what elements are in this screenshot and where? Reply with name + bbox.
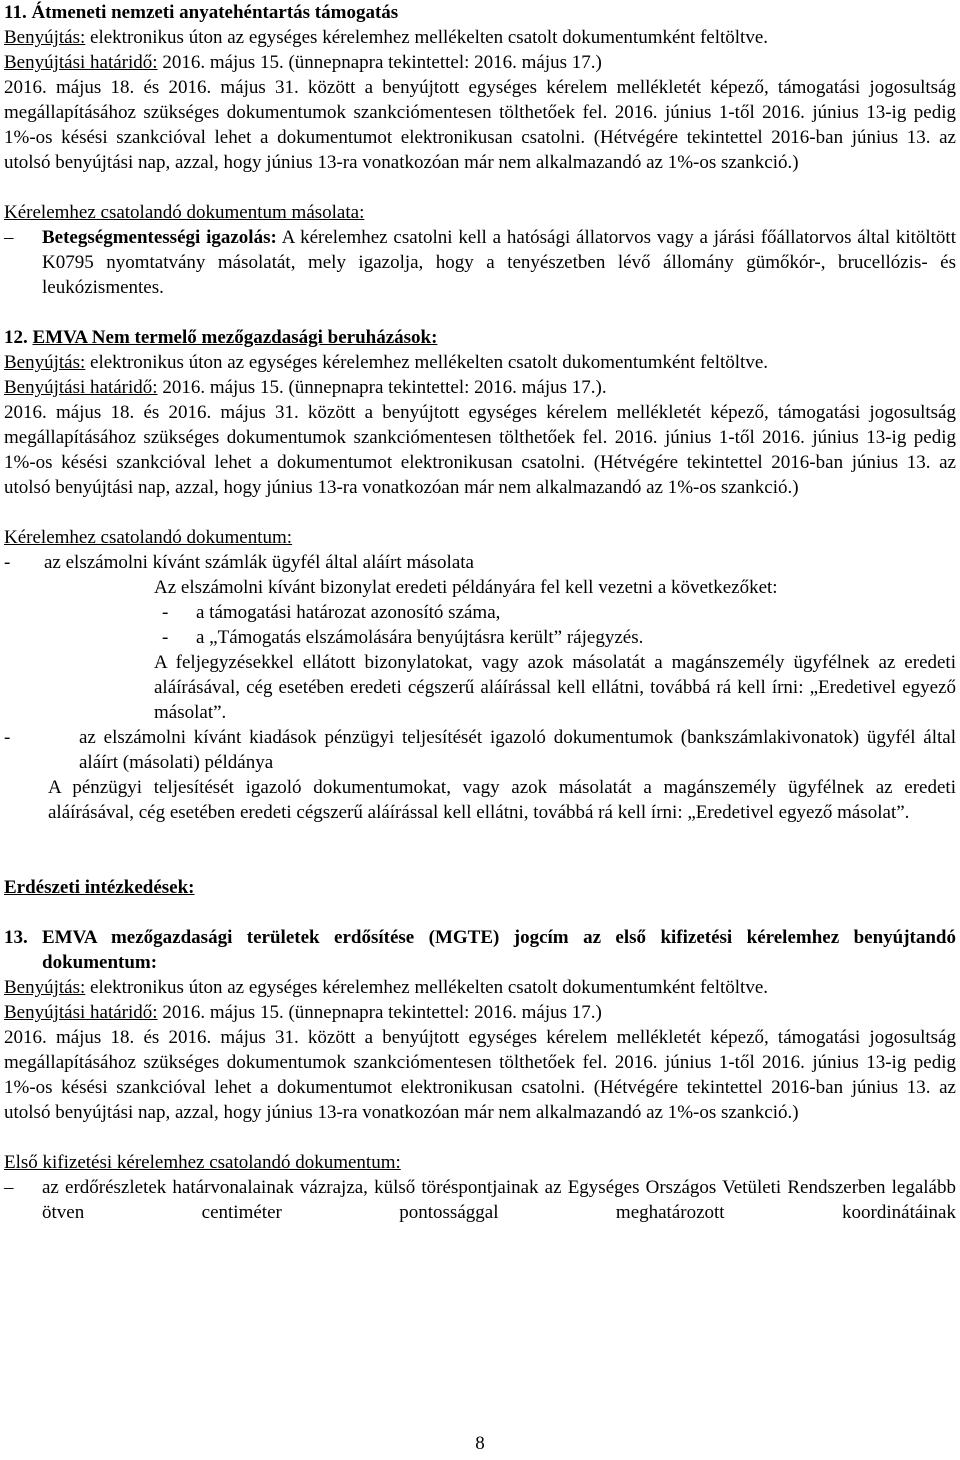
section-11-title: 11. Átmeneti nemzeti anyatehéntartás támogatás [4, 2, 399, 23]
section-12-item-1: - az elszámolni kívánt számlák ügyfél által aláírt másolata [4, 552, 474, 573]
section-13-dash-item: – az erdőrészletek határvonalainak vázrajza, külső töréspontjainak az Egységes Országos Vetületi Rendszerben legalább ötven centiméter pontossággal meghatározott koordinátáinak [4, 1177, 956, 1223]
section-11-attach-label: Kérelemhez csatolandó dokumentum másolata: [4, 202, 365, 223]
section-12-attach-label: Kérelemhez csatolandó dokumentum: [4, 527, 293, 548]
section-12-subitem-1: - a támogatási határozat azonosító száma, [162, 602, 501, 623]
section-13-submit: Benyújtás: elektronikus úton az egységes kérelemhez mellékelten csatolt dokumentumként feltöltve. [4, 977, 769, 998]
section-13-paragraph: 2016. május 18. és 2016. május 31. között a benyújtott egységes kérelem mellékletét képező, támogatási jogosultság megállapításához szükséges dokumentumok szankciómentesen tölthetőek fel. 2016. június 1-től 2016. június 13-ig pedig 1%-os késési szankcióval lehet a dokumentumot elektronikusan csatolni. (Hétvégére tekintettel 2016-ban június 13. az utolsó benyújtási nap, azzal, hogy június 13-ra vonatkozóan már nem alkalmazandó az 1%-os szankció.) [4, 1027, 956, 1123]
section-13-attach-label: Első kifizetési kérelemhez csatolandó dokumentum: [4, 1152, 401, 1173]
dash-marker: – [4, 227, 14, 248]
section-12-item-1-intro: Az elszámolni kívánt bizonylat eredeti példányára fel kell vezetni a következőket: [154, 577, 778, 598]
section-12-item-2-note: A pénzügyi teljesítését igazoló dokumentumokat, vagy azok másolatát a magánszemély ügyfélnek az eredeti aláírásával, cég esetében eredeti cégszerű aláírással kell ellátni, továbbá rá kell írni: „Eredetivel egyező másolat”. [48, 777, 956, 823]
section-11-paragraph: 2016. május 18. és 2016. május 31. között a benyújtott egységes kérelem mellékletét képező, támogatási jogosultság megállapításához szükséges dokumentumok szankciómentesen tölthetőek fel. 2016. június 1-től 2016. június 13-ig pedig 1%-os késési szankcióval lehet a dokumentumot elektronikusan csatolni. (Hétvégére tekintettel 2016-ban június 13. az utolsó benyújtási nap, azzal, hogy június 13-ra vonatkozóan már nem alkalmazandó az 1%-os szankció.) [4, 77, 956, 173]
section-12-title: 12. EMVA Nem termelő mezőgazdasági beruházások: [4, 327, 438, 348]
section-11-submit: Benyújtás: elektronikus úton az egységes kérelemhez mellékelten csatolt dokumentumként feltöltve. [4, 27, 769, 48]
section-12-deadline: Benyújtási határidő: 2016. május 15. (ünnepnapra tekintettel: 2016. május 17.). [4, 377, 607, 398]
section-11-deadline: Benyújtási határidő: 2016. május 15. (ünnepnapra tekintettel: 2016. május 17.) [4, 52, 602, 73]
section-13-deadline: Benyújtási határidő: 2016. május 15. (ünnepnapra tekintettel: 2016. május 17.) [4, 1002, 602, 1023]
section-12-item-1-note: A feljegyzésekkel ellátott bizonylatokat, vagy azok másolatát a magánszemély ügyfélnek az eredeti aláírásával, cég esetében eredeti cégszerű aláírással kell ellátni, továbbá rá kell írni: „Eredetivel egyező másolat”. [154, 652, 956, 723]
forestry-heading: Erdészeti intézkedések: [4, 877, 195, 898]
section-12-paragraph: 2016. május 18. és 2016. május 31. között a benyújtott egységes kérelem mellékletét képező, támogatási jogosultság megállapításához szükséges dokumentumok szankciómentesen tölthetőek fel. 2016. június 1-től 2016. június 13-ig pedig 1%-os késési szankcióval lehet a dokumentumot elektronikusan csatolni. (Hétvégére tekintettel 2016-ban június 13. az utolsó benyújtási nap, azzal, hogy június 13-ra vonatkozóan már nem alkalmazandó az 1%-os szankció.) [4, 402, 956, 498]
section-12-submit: Benyújtás: elektronikus úton az egységes kérelemhez mellékelten csatolt dukomentumként feltöltve. [4, 352, 769, 373]
section-12-item-2: - az elszámolni kívánt kiadások pénzügyi teljesítését igazoló dokumentumok (bankszámlakivonatok) ügyfél által aláírt (másolati) példánya [4, 727, 956, 773]
page-number: 8 [475, 1433, 485, 1454]
section-11-dash-item: – Betegségmentességi igazolás: A kérelemhez csatolni kell a hatósági állatorvos vagy a járási főállatorvos által kitöltött K0795 nyomtatvány másolatát, mely igazolja, hogy a tenyészetben lévő állomány gümőkór-, brucellózis- és leukózismentes. [4, 227, 956, 298]
section-12-subitem-2: - a „Támogatás elszámolására benyújtásra került” rájegyzés. [162, 627, 644, 648]
section-13-title: 13. EMVA mezőgazdasági területek erdősítése (MGTE) jogcím az első kifizetési kérelemhez benyújtandó dokumentum: [4, 927, 956, 973]
dash-marker: – [4, 1177, 14, 1198]
document-page [4, 0, 956, 1225]
